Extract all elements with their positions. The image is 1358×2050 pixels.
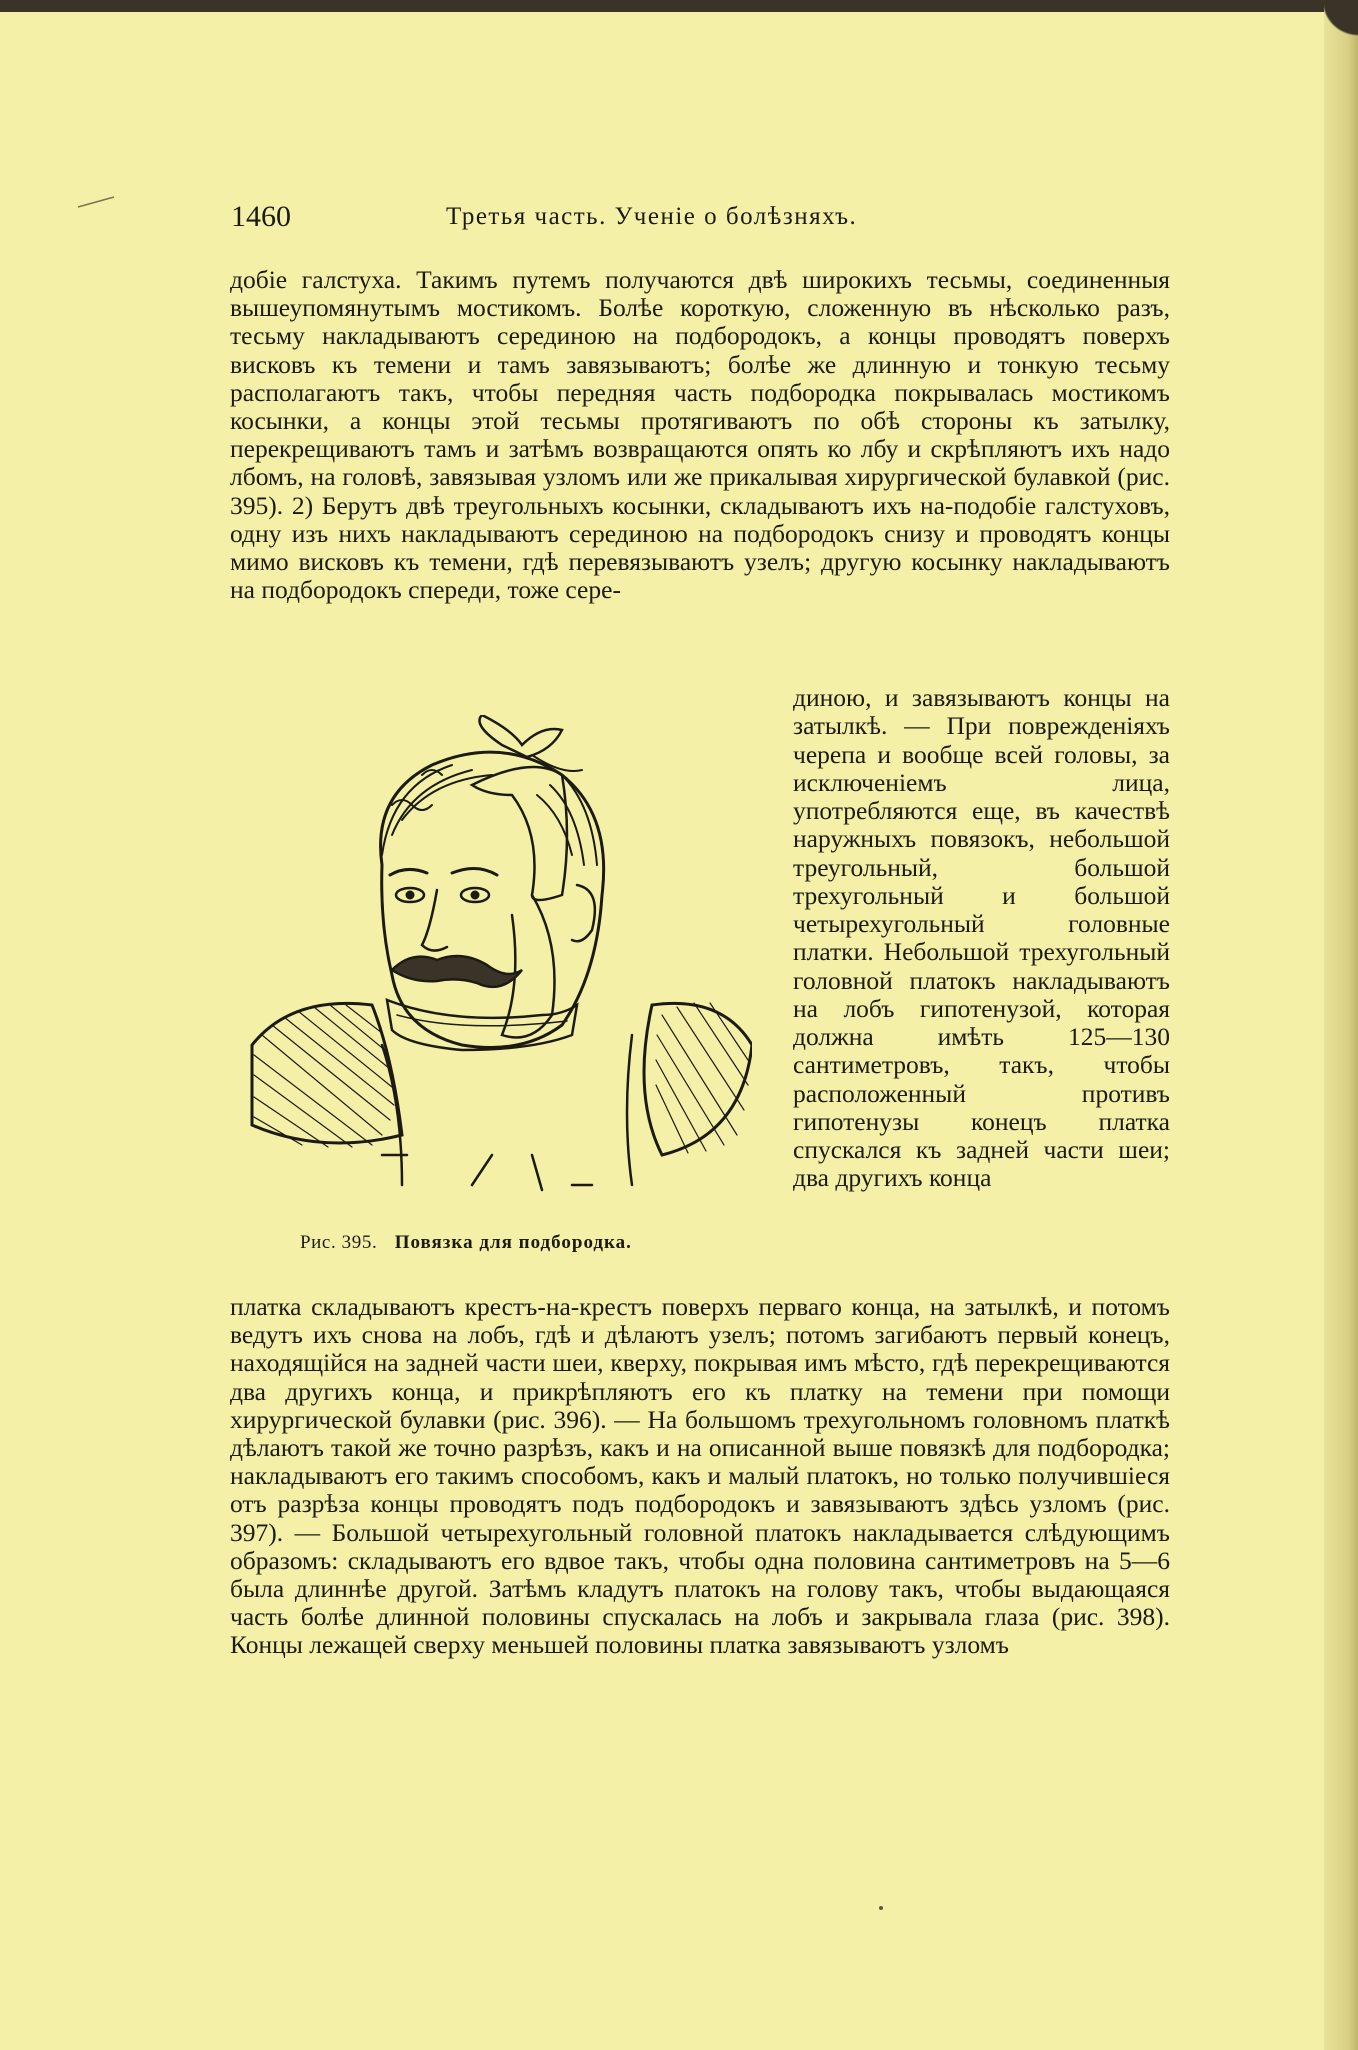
running-head: Третья часть. Ученіе о болѣзняхъ. [446,203,858,230]
top-paragraph: добіе галстуха. Такимъ путемъ получаются двѣ широкихъ тесьмы, соединенныя вышеупомянутымъ мостикомъ. Болѣе короткую, сложенную въ нѣсколько разъ, тесьму накладываютъ серединою на подбородокъ, а концы проводятъ поверхъ висковъ къ темени и тамъ завязываютъ; болѣе же длинную и тонкую тесьму располагаютъ такъ, чтобы передняя часть подбородка покрывалась мостикомъ косынки, а концы этой тесьмы протягиваютъ по обѣ стороны къ затылку, перекрещиваютъ тамъ и затѣмъ возвращаются опять ко лбу и скрѣпляютъ ихъ надо лбомъ, на головѣ, завязывая узломъ или же прикалывая хирургической булавкой (рис. 395). 2) Берутъ двѣ треугольныхъ косынки, складываютъ ихъ на-подобіе галстуховъ, одну изъ нихъ накладываютъ серединою на подбородокъ снизу и проводятъ концы мимо висковъ къ темени, гдѣ перевязываютъ узелъ; другую косынку накладываютъ на подбородокъ спереди, тоже сере- [230,265,1170,605]
bottom-paragraph-block [230,1293,1170,1660]
figure-chin-bandage [232,715,752,1215]
bottom-paragraph: платка складываютъ крестъ-на-крестъ поверхъ перваго конца, на затылкѣ, и потомъ ведутъ ихъ снова на лобъ, гдѣ и дѣлаютъ узелъ; потомъ загибаютъ первый конецъ, находящійся на задней части шеи, кверху, покрывая имъ мѣсто, гдѣ перекрещиваются два другихъ конца, и прикрѣпляютъ его къ платку на темени при помощи хирургической булавки (рис. 396). — На большомъ трехугольномъ головномъ платкѣ дѣлаютъ такой же точно разрѣзъ, какъ и на описанной выше повязкѣ для подбородка; накладываютъ его такимъ способомъ, какъ и малый платокъ, но только получившіеся отъ разрѣза концы проводятъ подъ подбородокъ и завязываютъ здѣсь узломъ (рис. 397). — Большой четырехугольный головной платокъ накладывается слѣдующимъ образомъ: складываютъ его вдвое такъ, чтобы одна половина сантиметровъ на 5—6 была длиннѣе другой. Затѣмъ кладутъ платокъ на голову такъ, чтобы выдающаяся часть болѣе длинной половины спускалась на лобъ и закрывала глаза (рис. 398). Концы лежащей сверху меньшей половины платка завязываютъ узломъ [230,1292,1170,1660]
bandaged-head-illustration [232,715,752,1215]
page-corner-shadow [1298,0,1358,60]
side-paragraph-block [793,684,1170,1193]
figure-label: Рис. 395. [300,1232,378,1253]
side-paragraph: диною, и завязываютъ концы на затылкѣ. — При поврежденіяхъ черепа и вообще всей головы, за исключеніемъ лица, употребляются еще, въ качествѣ наружныхъ повязокъ, небольшой треугольный, большой трехугольный и большой четырехугольный головные платки. Небольшой трехугольный головной платокъ накладываютъ на лобъ гипотенузой, которая должна имѣть 125—130 сантиметровъ, такъ, чтобы расположенный противъ гипотенузы конецъ платка спускался къ задней части шеи; два другихъ конца [793,683,1170,1193]
top-paragraph-block [230,266,1170,604]
margin-pencil-mark [76,195,116,209]
figure-caption [300,1232,632,1254]
page-number: 1460 [231,200,291,233]
figure-title: Повязка для подбородка. [394,1232,632,1253]
page-right-edge [1324,0,1358,2050]
paper-speck [879,1906,883,1910]
page-header [231,200,1171,240]
page-top-edge [0,0,1358,12]
